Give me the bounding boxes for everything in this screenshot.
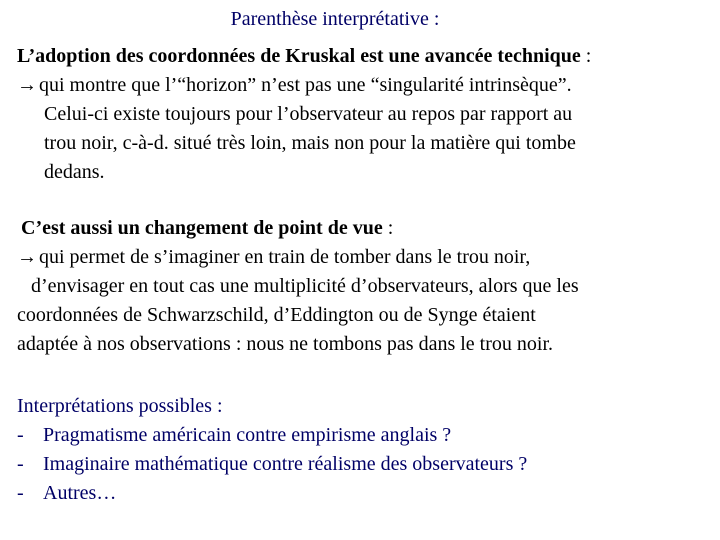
text-line: coordonnées de Schwarzschild, d’Eddington ou de Synge étaient (17, 304, 536, 326)
text-line: adaptée à nos observations : nous ne tombons pas dans le trou noir. (17, 333, 554, 355)
section-point-of-view (17, 214, 717, 359)
dash-bullet: - (17, 453, 24, 475)
list-item-text: Imaginaire mathématique contre réalisme des observateurs ? (43, 453, 528, 475)
heading-bold-text: C’est aussi un changement de point de vue (21, 217, 383, 239)
section-heading: Interprétations possibles : (17, 395, 223, 417)
list-item (17, 421, 717, 450)
heading-colon: : (580, 45, 592, 67)
arrow-icon: → (17, 74, 37, 96)
list-item-text: Autres… (43, 482, 117, 504)
heading-bold-text: L’adoption des coordonnées de Kruskal est une avancée technique (17, 45, 581, 67)
text-line: qui montre que l’“horizon” n’est pas une “singularité intrinsèque”. (39, 74, 572, 96)
arrow-icon: → (17, 246, 37, 268)
text-line: Celui-ci existe toujours pour l’observateur au repos par rapport au (44, 103, 573, 125)
list-item (17, 450, 717, 479)
text-line: trou noir, c-à-d. situé très loin, mais non pour la matière qui tombe (44, 132, 576, 154)
section-interpretations (17, 392, 717, 508)
dash-bullet: - (17, 482, 24, 504)
page-title: Parenthèse interprétative : (230, 8, 440, 30)
dash-bullet: - (17, 424, 24, 446)
section-kruskal (17, 42, 717, 187)
list-item-text: Pragmatisme américain contre empirisme anglais ? (43, 424, 452, 446)
text-line: dedans. (44, 161, 105, 183)
arrow-line (17, 243, 717, 272)
text-line: d’envisager en tout cas une multiplicité d’observateurs, alors que les (31, 275, 579, 297)
arrow-line (17, 71, 717, 100)
heading-colon: : (382, 217, 394, 239)
list-item (17, 479, 717, 508)
section-heading (17, 214, 717, 243)
text-line: qui permet de s’imaginer en train de tomber dans le trou noir, (39, 246, 531, 268)
section-heading (17, 42, 717, 71)
